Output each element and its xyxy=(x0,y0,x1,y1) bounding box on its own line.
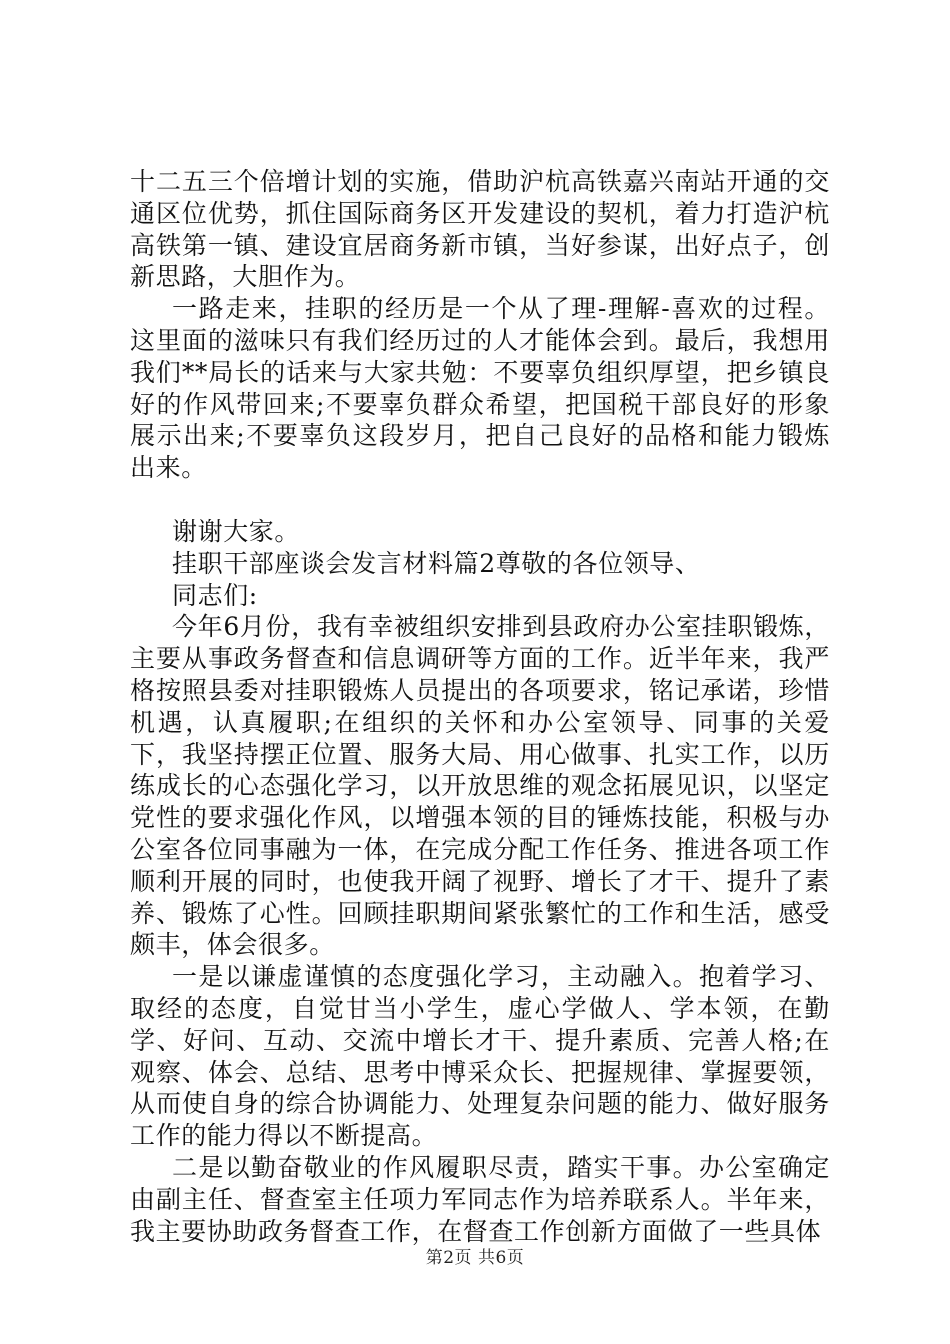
paragraph-4: 挂职干部座谈会发言材料篇2尊敬的各位领导、 xyxy=(172,548,701,578)
paragraph-7: 一是以谦虚谨慎的态度强化学习，主动融入。抱着学习、取经的态度，自觉甘当小学生，虚心学做人、学本领，在勤学、好问、互动、交流中增长才干、提升素质、完善人格;在观察、体会、总结、思考中博采众长、把握规律、掌握要领，从而使自身的综合协调能力、处理复杂问题的能力、做好服务工作的能力得以不断提高。 xyxy=(130,962,830,1151)
paragraph-8: 二是以勤奋敬业的作风履职尽责，踏实干事。办公室确定由副主任、督查室主任项力军同志作为培养联系人。半年来，我主要协助政务督查工作，在督查工作创新方面做了一些具体 xyxy=(130,1152,830,1246)
paragraph-5: 同志们: xyxy=(172,580,258,610)
page-footer: 第2页 共6页 xyxy=(425,1248,525,1268)
paragraph-1: 十二五三个倍增计划的实施，借助沪杭高铁嘉兴南站开通的交通区位优势，抓住国际商务区开发建设的契机，着力打造沪杭高铁第一镇、建设宜居商务新市镇，当好参谋，出好点子，创新思路，大胆作为。 xyxy=(130,167,830,292)
document-body xyxy=(130,166,830,1247)
paragraph-6: 今年6月份，我有幸被组织安排到县政府办公室挂职锻炼，主要从事政务督查和信息调研等方面的工作。近半年来，我严格按照县委对挂职锻炼人员提出的各项要求，铭记承诺，珍惜机遇，认真履职;在组织的关怀和办公室领导、同事的关爱下，我坚持摆正位置、服务大局、用心做事、扎实工作，以历练成长的心态强化学习，以开放思维的观念拓展见识，以坚定党性的要求强化作风，以增强本领的目的锤炼技能，积极与办公室各位同事融为一体，在完成分配工作任务、推进各项工作顺利开展的同时，也使我开阔了视野、增长了才干、提升了素养、锻炼了心性。回顾挂职期间紧张繁忙的工作和生活，感受颇丰，体会很多。 xyxy=(130,612,830,960)
paragraph-3: 谢谢大家。 xyxy=(172,516,301,546)
paragraph-2: 一路走来，挂职的经历是一个从了理-理解-喜欢的过程。这里面的滋味只有我们经历过的人才能体会到。最后，我想用我们**局长的话来与大家共勉：不要辜负组织厚望，把乡镇良好的作风带回来;不要辜负群众希望，把国税干部良好的形象展示出来;不要辜负这段岁月，把自己良好的品格和能力锻炼出来。 xyxy=(130,294,830,483)
